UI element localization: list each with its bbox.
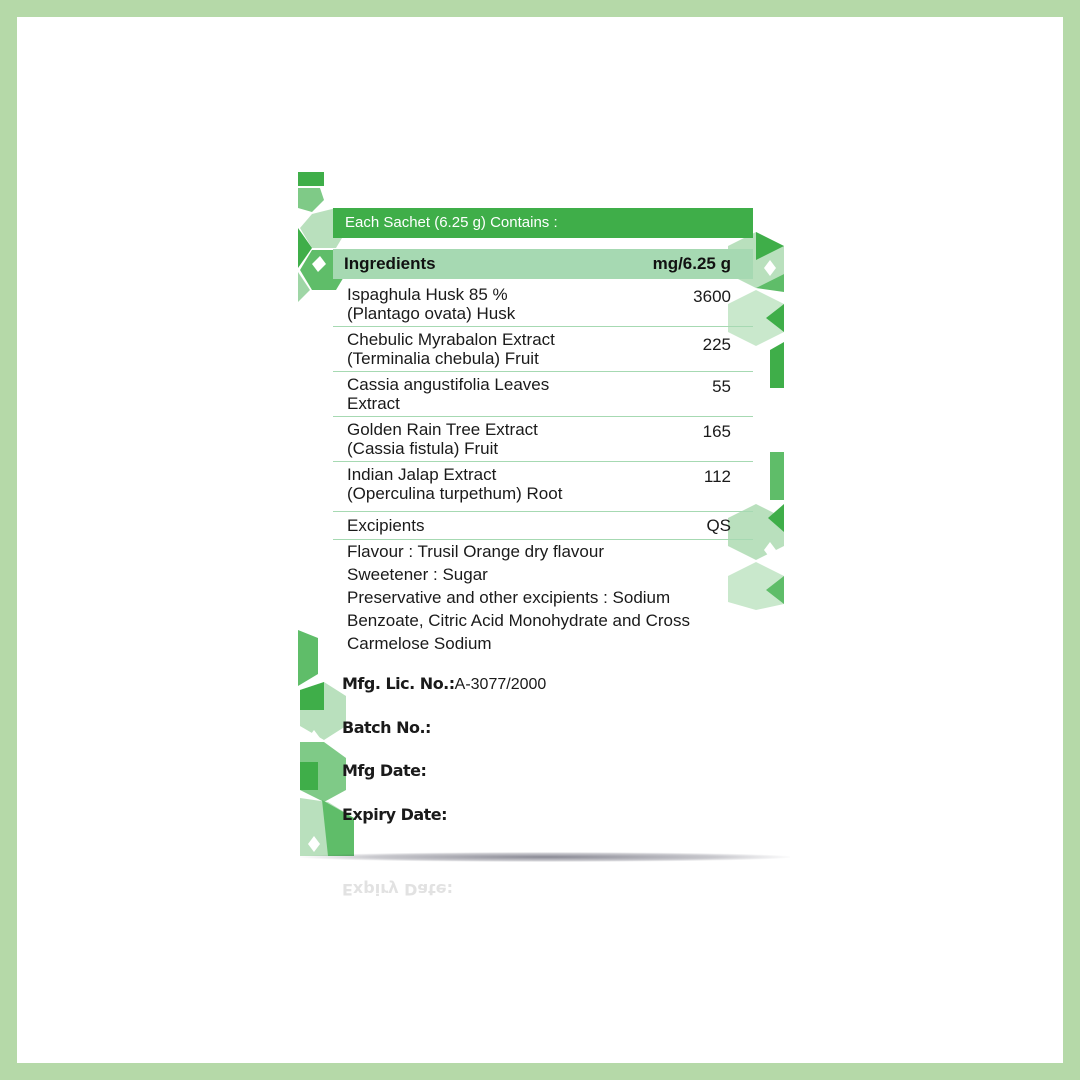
ingredient-amount: 3600 — [693, 287, 731, 306]
ingredient-source: Extract — [347, 394, 400, 413]
table-row — [333, 282, 753, 327]
mfg-license-value: A-3077/2000 — [454, 676, 547, 693]
mfg-license-field — [342, 674, 546, 694]
excipient-details — [347, 540, 747, 655]
ingredient-source: (Plantago ovata) Husk — [347, 304, 516, 323]
amount-heading: mg/6.25 g — [652, 254, 731, 273]
mfg-date-label: Mfg Date: — [342, 761, 427, 780]
sachet-contents-header: Each Sachet (6.25 g) Contains : — [333, 208, 753, 238]
table-row — [333, 417, 753, 462]
excipient-line: Preservative and other excipients : Sodium — [347, 588, 671, 607]
excipients-label: Excipients — [347, 516, 425, 535]
batch-number-label: Batch No.: — [342, 718, 431, 737]
ingredient-source: (Operculina turpethum) Root — [347, 484, 563, 503]
hexagon-pattern-bottom-left — [298, 630, 358, 860]
ingredient-amount: 165 — [702, 422, 731, 441]
ingredient-name: Golden Rain Tree Extract — [347, 420, 538, 439]
ingredient-name: Ispaghula Husk 85 % — [347, 285, 508, 304]
excipient-line: Benzoate, Citric Acid Monohydrate and Cross — [347, 611, 691, 630]
ingredient-name: Chebulic Myrabalon Extract — [347, 330, 555, 349]
table-row — [333, 462, 753, 512]
ingredient-amount: 225 — [702, 335, 731, 354]
excipient-line: Flavour : Trusil Orange dry flavour — [347, 542, 604, 561]
excipient-line: Carmelose Sodium — [347, 634, 492, 653]
mfg-license-label: Mfg. Lic. No.: — [342, 674, 455, 693]
card-shadow — [300, 852, 790, 862]
excipients-row — [333, 512, 753, 540]
table-row — [333, 372, 753, 417]
expiry-date-reflection: Expiry Date: — [342, 880, 454, 899]
ingredient-name: Cassia angustifolia Leaves — [347, 375, 550, 394]
excipient-line: Sweetener : Sugar — [347, 565, 488, 584]
product-label-card — [298, 172, 786, 858]
batch-number-field — [342, 718, 431, 737]
ingredient-amount: 112 — [703, 467, 731, 486]
mfg-date-field — [342, 761, 426, 780]
ingredients-column-header — [333, 249, 753, 279]
ingredient-amount: 55 — [712, 377, 731, 396]
expiry-date-field — [342, 805, 447, 824]
excipients-amount: QS — [706, 516, 731, 535]
ingredients-table — [333, 282, 753, 540]
ingredients-heading: Ingredients — [344, 254, 436, 273]
table-row — [333, 327, 753, 372]
ingredient-source: (Terminalia chebula) Fruit — [347, 349, 539, 368]
ingredient-name: Indian Jalap Extract — [347, 465, 497, 484]
expiry-date-label: Expiry Date: — [342, 805, 448, 824]
ingredient-source: (Cassia fistula) Fruit — [347, 439, 499, 458]
